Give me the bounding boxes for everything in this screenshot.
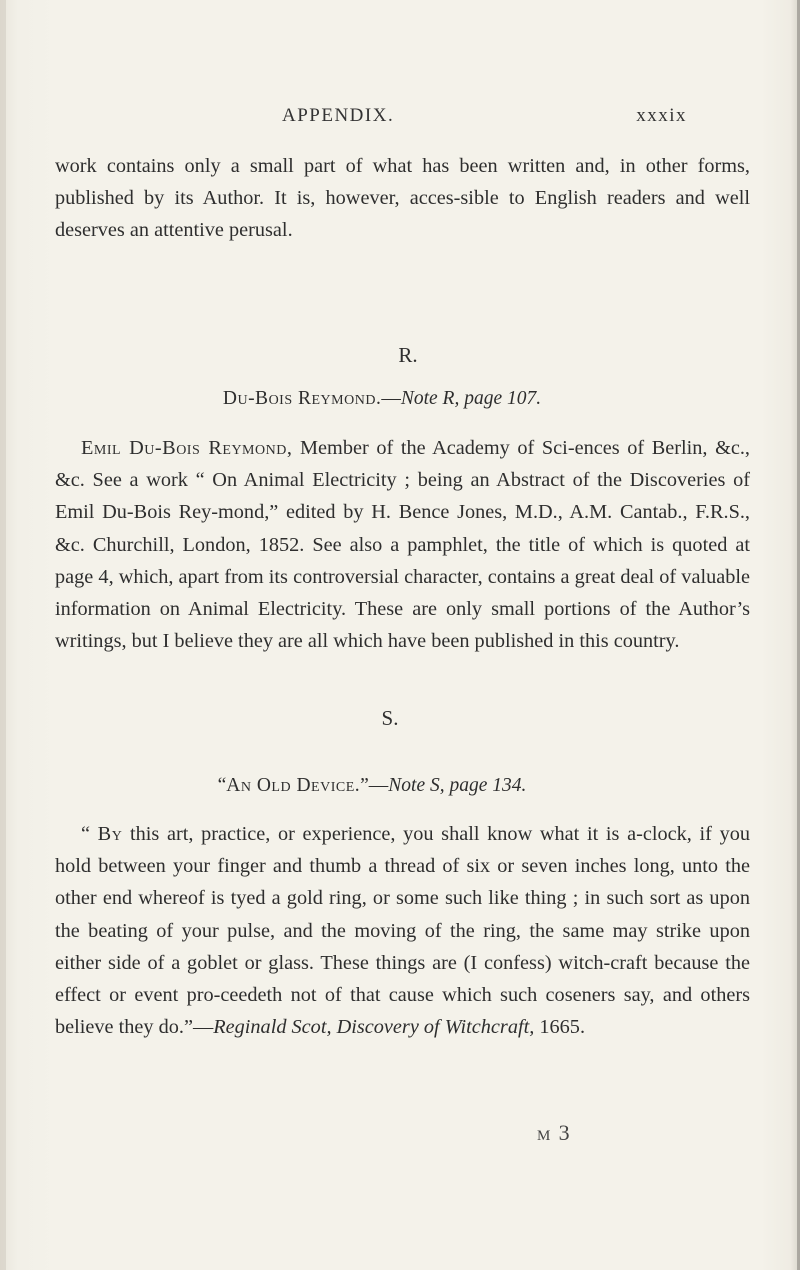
paragraph-continued: work contains only a small part of what has been written and, in other forms, published by its Author. It is, however, acces-sible to English readers and well deserves an attentive perusal. <box>55 155 750 242</box>
section-r-heading <box>0 388 782 410</box>
citation-title: Discovery of Witchcraft, <box>336 1016 535 1039</box>
section-s-lead: By <box>97 823 123 845</box>
section-r-heading-dash: — <box>381 388 401 409</box>
section-s-heading-name: An Old Device. <box>226 775 361 796</box>
signature-letter: M <box>537 1128 553 1144</box>
section-s-body: this art, practice, or experience, you shall know what it is a-clock, if you hold between your finger and thumb a thread of six or seven inches long, unto the other end whereof is tyed a gold ring, or some such like thing ; in such sort as upon the beating of your pulse, and the moving of the ring, the same may strike upon either side of a goblet or glass. These things are (I confess) witch-craft because the effect or event pro-ceedeth not of that cause which such coseners say, and others believe they do.”— <box>55 823 750 1039</box>
section-s-quote-open: “ <box>81 823 98 845</box>
section-r-body: Member of the Academy of Sci-ences of Berlin, &c., &c. See a work “ On Animal Electricity ; being an Abstract of the Discoveries of Emil Du-Bois Rey-mond,” edited by H. Bence Jones, M.D., A.M. Cantab., F.R.S., &c. Churchill, London, 1852. See also a pamphlet, the title of which is quoted at page 4, which, apart from its controversial character, contains a great deal of valuable information on Animal Electricity. These are only small portions of the Author’s writings, but I believe they are all which have been published in this country. <box>55 437 751 653</box>
header-title: APPENDIX. <box>282 105 395 126</box>
section-letter-r: R. <box>398 343 418 367</box>
section-s-heading-close: ”— <box>360 775 389 796</box>
section-r-lead: Emil Du-Bois Reymond, <box>81 437 293 459</box>
signature-number: 3 <box>558 1120 572 1145</box>
section-s-heading-note: Note S, page 134. <box>388 775 527 796</box>
signature-mark <box>537 1120 572 1146</box>
section-r-heading-name: Du-Bois Reymond. <box>222 388 382 409</box>
page-number: xxxix <box>636 105 687 126</box>
section-r-heading-note: Note R, page 107. <box>400 388 542 409</box>
section-s-paragraph <box>55 818 750 1043</box>
page-left-edge <box>0 0 6 1270</box>
citation-author: Reginald Scot, <box>213 1016 332 1039</box>
section-s-heading <box>0 775 772 797</box>
section-s-heading-open: “ <box>217 775 227 796</box>
section-letter-s: S. <box>381 706 399 730</box>
section-r-paragraph <box>55 432 750 657</box>
citation-year: 1665. <box>534 1016 586 1039</box>
